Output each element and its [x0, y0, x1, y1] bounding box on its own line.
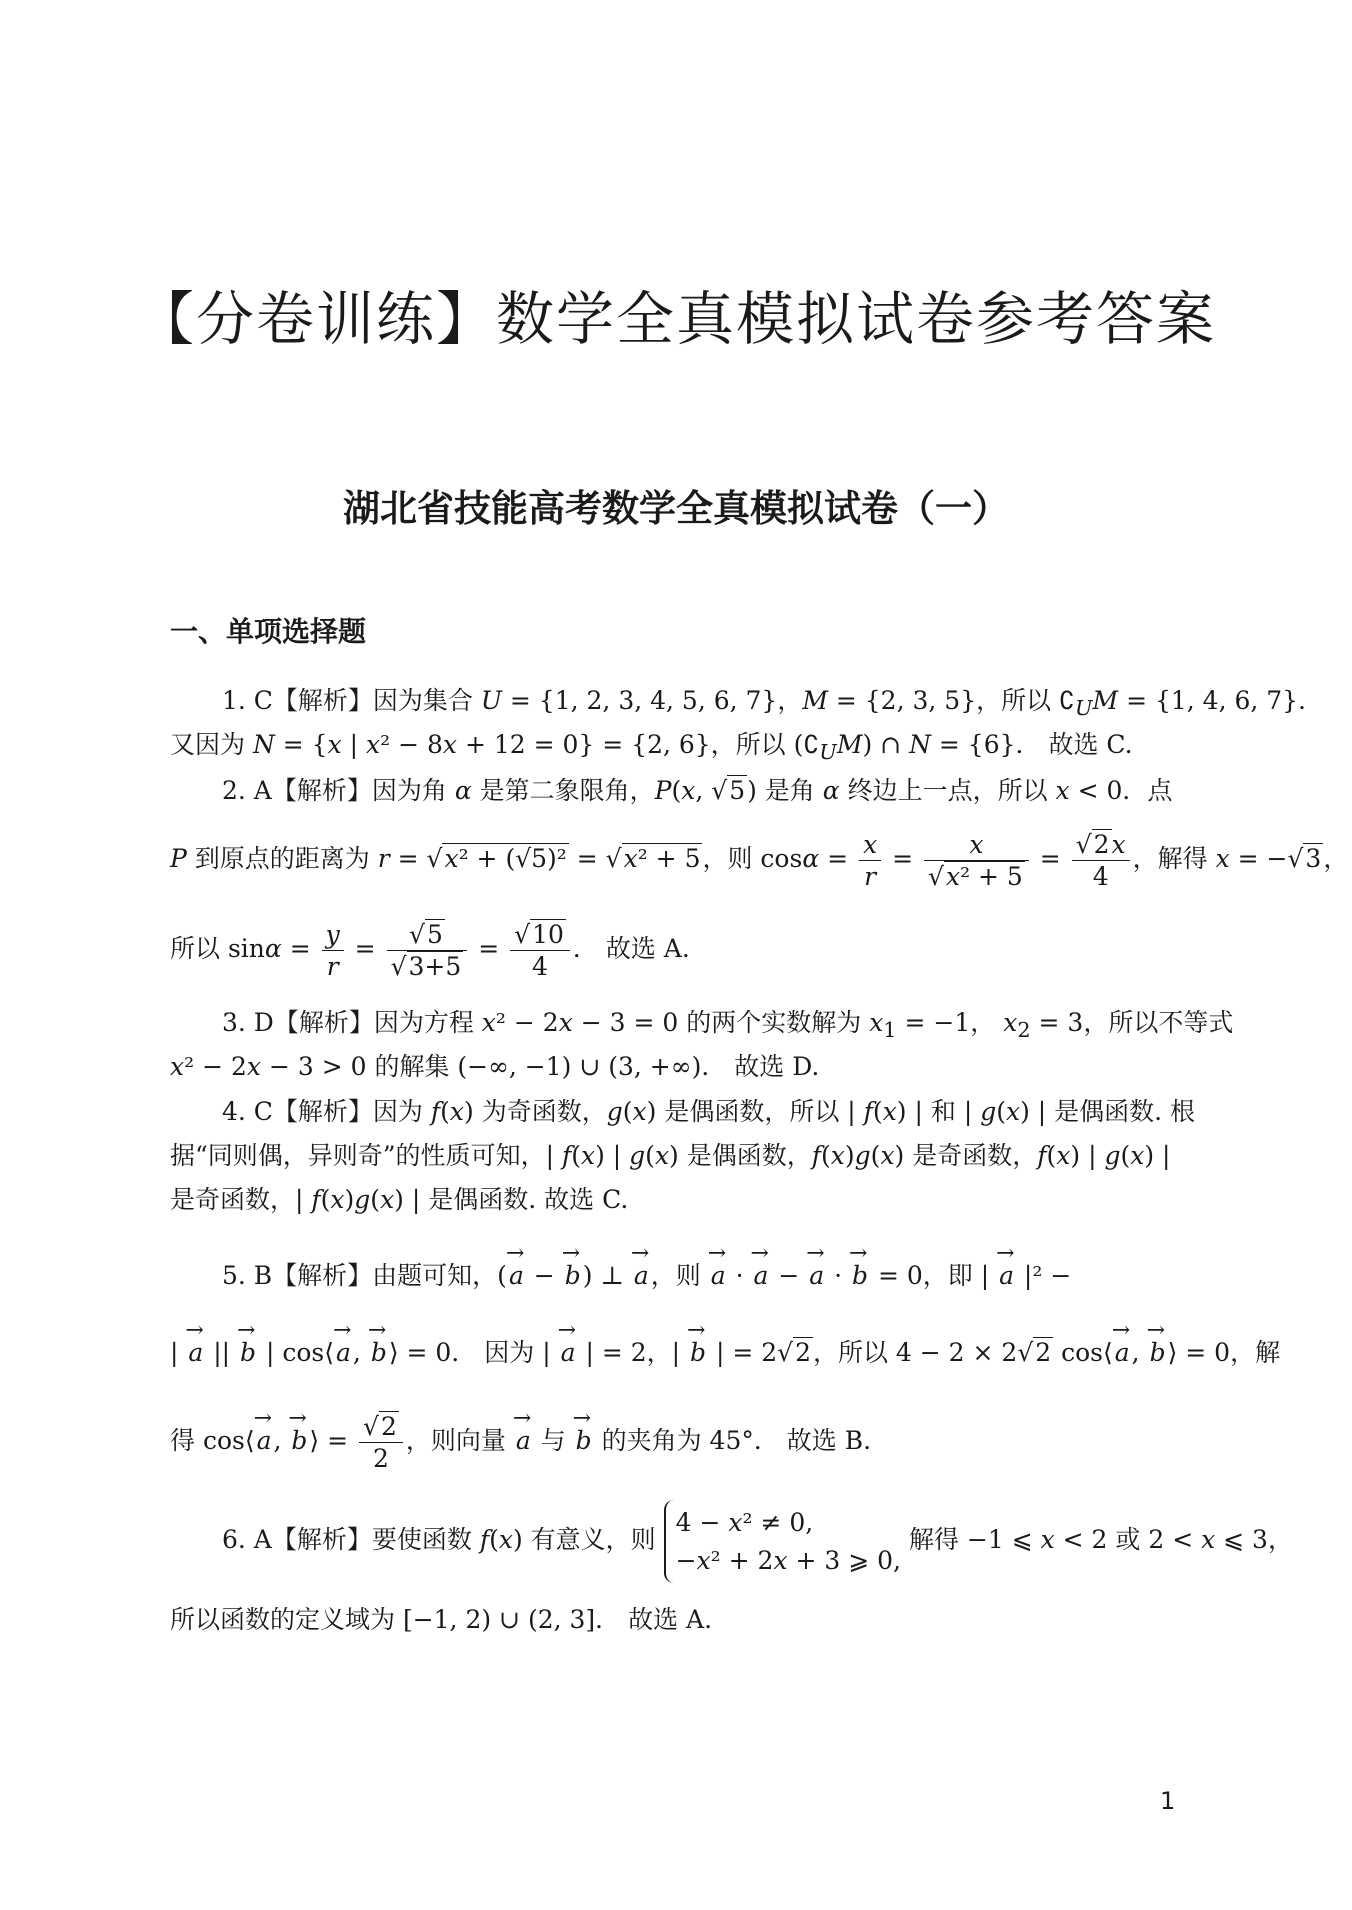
answer-2-line-2: P 到原点的距离为 r = √x² + (√5)² = √x² + 5，则 cosα = $\frac{x}{r}$ = $\frac{x}{\text{√x² + 5}}$ = $\frac{√2x}{4}$ ，解得 x = −√3，	[170, 830, 1349, 891]
page-title: 【分卷训练】数学全真模拟试卷参考答案	[135, 285, 1216, 353]
answer-4-line-1: 4. C【解析】因为 f(x) 为奇函数，g(x) 是偶函数，所以 | f(x) | 和 | g(x) | 是偶函数. 根	[222, 1097, 1196, 1126]
answer-6-line-2: 所以函数的定义域为 [−1, 2) ∪ (2, 3]． 故选 A.	[170, 1605, 713, 1634]
answer-1-line-1: 1. C【解析】因为集合 U = {1, 2, 3, 4, 5, 6, 7}，M = {2, 3, 5}，所以 $∁_UM = \{1$, 4, 6, 7}．	[222, 686, 1324, 720]
answer-3-line-1: 3. D【解析】因为方程 x² − 2x − 3 = 0 的两个实数解为 $x_1 = -1$， $x_2 = 3$，所以不等式	[222, 1008, 1234, 1042]
page-number: 1	[1160, 1787, 1176, 1815]
section-heading: 一、单项选择题	[170, 615, 367, 648]
answer-1-line-2: 又因为 N = {x | x² − 8x + 12 = 0} = {2, 6}，所以 $(∁_UM)$ ∩ N = {6}． 故选 C.	[170, 730, 1133, 764]
answer-5-line-1: 5. B【解析】由题可知，(→ a − → b) ⊥ → a，则 → a · → a − → a · → b = 0，即 | → a |² −	[222, 1263, 1071, 1288]
answer-2-line-1: 2. A【解析】因为角 α 是第二象限角，P(x, √5) 是角 α 终边上一点，所以 x < 0．点	[222, 776, 1173, 805]
answer-5-line-3: 得 cos⟨→ a, → b⟩ = $\frac{√2}{2}$ ，则向量 → a 与 → b 的夹角为 45°． 故选 B.	[170, 1414, 871, 1471]
answer-5-line-2: | → a || → b | cos⟨→ a, → b⟩ = 0． 因为 | → a | = 2，| → b | = 2√2，所以 4 − 2 × 2√2 cos⟨→ a, → b⟩ = 0，解	[170, 1340, 1280, 1365]
answer-4-line-3: 是奇函数，| f(x)g(x) | 是偶函数. 故选 C.	[170, 1185, 629, 1214]
paper-subtitle: 湖北省技能高考数学全真模拟试卷（一）	[343, 486, 1009, 530]
answer-4-line-2: 据“同则偶，异则奇”的性质可知，| f(x) | g(x) 是偶函数，f(x)g(x) 是奇函数，f(x) | g(x) |	[170, 1141, 1171, 1170]
answer-3-line-2: x² − 2x − 3 > 0 的解集 (−∞, −1) ∪ (3, +∞)． 故选 D.	[170, 1052, 820, 1081]
answer-2-line-3: 所以 sinα = $\frac{y}{r}$ = $\frac{√5}{√3+5}$ = $\frac{√10}{4}$ ． 故选 A.	[170, 920, 690, 981]
answer-6-line-1: 6. A【解析】要使函数 f(x) 有意义，则 4 − x² ≠ 0, −x² + 2x + 3 ⩾ 0, 解得 −1 ⩽ x < 2 或 2 < x ⩽ 3，	[222, 1500, 1293, 1583]
